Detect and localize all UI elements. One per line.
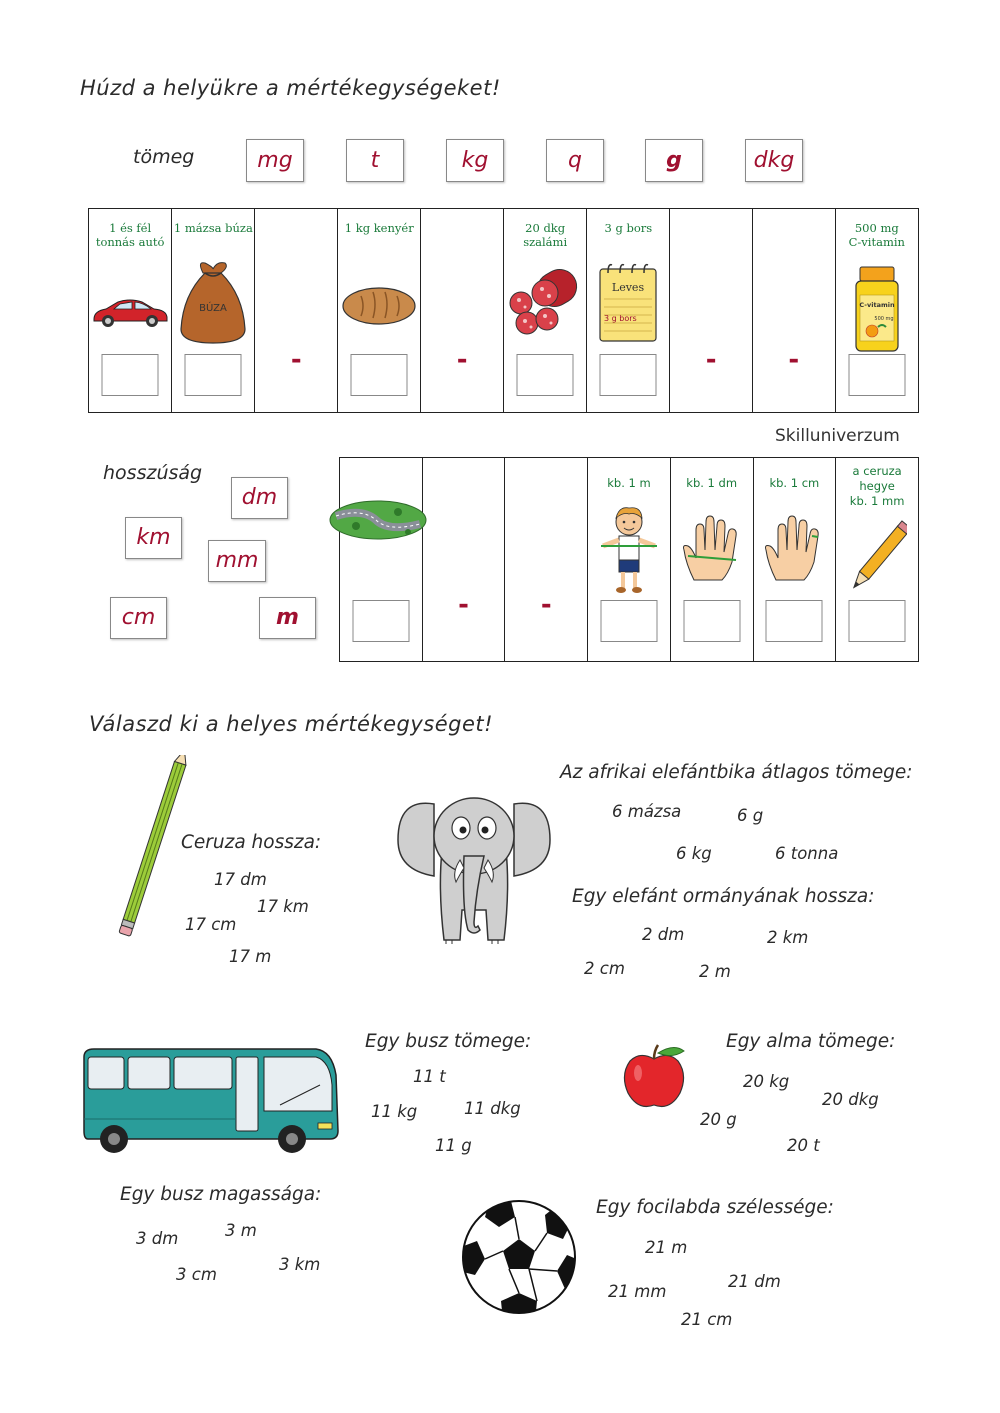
unit-card-mg[interactable]: mg bbox=[246, 139, 304, 182]
option-busheight-3m[interactable]: 3 m bbox=[225, 1221, 257, 1240]
drop-zone-boy[interactable] bbox=[600, 600, 657, 642]
car-icon bbox=[89, 297, 171, 333]
caption-wheat: 1 mázsa búza bbox=[173, 221, 253, 235]
option-ball-21cm[interactable]: 21 cm bbox=[681, 1310, 733, 1329]
note-title: Leves bbox=[612, 281, 645, 294]
option-trunk-2dm[interactable]: 2 dm bbox=[642, 925, 685, 944]
length-cell-pencil-tip bbox=[836, 458, 919, 662]
drop-zone-car[interactable] bbox=[102, 354, 159, 396]
drop-zone-bread[interactable] bbox=[351, 354, 408, 396]
option-trunk-2cm[interactable]: 2 cm bbox=[584, 959, 625, 978]
length-cell-hand-cm bbox=[753, 458, 836, 662]
option-bus-11dkg[interactable]: 11 dkg bbox=[464, 1099, 521, 1118]
football-icon bbox=[459, 1197, 579, 1321]
length-label: hosszúság bbox=[103, 462, 203, 484]
question-elephant-mass: Az afrikai elefántbika átlagos tömege: bbox=[560, 762, 913, 783]
mass-cell-bread bbox=[338, 209, 421, 413]
option-trunk-2m[interactable]: 2 m bbox=[699, 962, 731, 981]
mass-cell-vitamin bbox=[835, 209, 918, 413]
option-pencil-17km[interactable]: 17 km bbox=[257, 897, 309, 916]
dash-marker: - bbox=[788, 345, 800, 375]
option-apple-20g[interactable]: 20 g bbox=[700, 1110, 737, 1129]
hand-cm-icon bbox=[754, 514, 836, 588]
unit-card-km[interactable]: km bbox=[125, 517, 182, 559]
mass-cell-car bbox=[89, 209, 172, 413]
option-ball-21mm[interactable]: 21 mm bbox=[608, 1282, 667, 1301]
unit-card-t[interactable]: t bbox=[346, 139, 404, 182]
option-apple-20kg[interactable]: 20 kg bbox=[743, 1072, 790, 1091]
unit-card-cm[interactable]: cm bbox=[110, 597, 167, 639]
caption-salami: 20 dkg szalámi bbox=[523, 221, 568, 249]
dash-marker: - bbox=[705, 345, 717, 375]
wheat-sack-icon bbox=[172, 259, 254, 349]
question-trunk: Egy elefánt ormányának hossza: bbox=[572, 886, 875, 907]
mass-cell-empty-4 bbox=[752, 209, 835, 413]
bread-icon bbox=[338, 284, 420, 330]
drop-zone-hand-dm[interactable] bbox=[683, 600, 740, 642]
mass-cell-pepper bbox=[587, 209, 670, 413]
caption-pencil-tip: a ceruza hegye kb. 1 mm bbox=[849, 464, 905, 508]
dash-marker: - bbox=[290, 345, 302, 375]
road-icon bbox=[328, 498, 422, 546]
option-apple-20t[interactable]: 20 t bbox=[787, 1136, 820, 1155]
mass-cell-empty-3 bbox=[670, 209, 753, 413]
unit-card-g[interactable]: g bbox=[645, 139, 703, 182]
option-trunk-2km[interactable]: 2 km bbox=[767, 928, 809, 947]
caption-pepper: 3 g bors bbox=[604, 221, 653, 235]
caption-boy: kb. 1 m bbox=[607, 476, 651, 490]
option-pencil-17m[interactable]: 17 m bbox=[229, 947, 272, 966]
question-ball-width: Egy focilabda szélessége: bbox=[596, 1197, 834, 1218]
option-busheight-3cm[interactable]: 3 cm bbox=[176, 1265, 217, 1284]
hand-dm-icon bbox=[671, 514, 753, 588]
unit-card-m[interactable]: m bbox=[259, 597, 316, 639]
drop-zone-vitamin[interactable] bbox=[848, 354, 905, 396]
apple-icon bbox=[620, 1043, 690, 1117]
length-cell-empty-2 bbox=[505, 458, 588, 662]
salami-icon bbox=[504, 267, 586, 341]
mass-cell-empty-2 bbox=[421, 209, 504, 413]
mass-cell-empty-1 bbox=[255, 209, 338, 413]
length-cell-road bbox=[340, 458, 423, 662]
unit-card-kg[interactable]: kg bbox=[446, 139, 504, 182]
drop-zone-road[interactable] bbox=[352, 600, 409, 642]
option-busheight-3dm[interactable]: 3 dm bbox=[136, 1229, 179, 1248]
length-cell-boy bbox=[588, 458, 671, 662]
drop-zone-pepper[interactable] bbox=[600, 354, 657, 396]
length-cell-hand-dm bbox=[670, 458, 753, 662]
unit-card-dkg[interactable]: dkg bbox=[745, 139, 803, 182]
caption-vitamin: 500 mg C-vitamin bbox=[848, 221, 905, 249]
option-elephant-6g[interactable]: 6 g bbox=[737, 806, 764, 825]
caption-car: 1 és fél tonnás autó bbox=[95, 221, 165, 249]
option-busheight-3km[interactable]: 3 km bbox=[279, 1255, 321, 1274]
length-table bbox=[339, 457, 919, 662]
option-pencil-17dm[interactable]: 17 dm bbox=[214, 870, 267, 889]
unit-card-q[interactable]: q bbox=[546, 139, 604, 182]
caption-hand-cm: kb. 1 cm bbox=[769, 476, 820, 490]
option-elephant-6mazsa[interactable]: 6 mázsa bbox=[612, 802, 682, 821]
dash-marker: - bbox=[456, 345, 468, 375]
question-pencil: Ceruza hossza: bbox=[181, 832, 322, 853]
unit-card-mm[interactable]: mm bbox=[208, 540, 266, 582]
mass-table bbox=[88, 208, 919, 413]
option-bus-11g[interactable]: 11 g bbox=[435, 1136, 472, 1155]
pencil-tip-icon bbox=[836, 520, 918, 604]
unit-card-dm[interactable]: dm bbox=[231, 477, 288, 519]
mass-cell-wheat bbox=[172, 209, 255, 413]
option-elephant-6tonna[interactable]: 6 tonna bbox=[775, 844, 839, 863]
length-cell-empty-1 bbox=[422, 458, 505, 662]
bottle-text: C-vitamin bbox=[859, 301, 895, 309]
drop-zone-salami[interactable] bbox=[517, 354, 574, 396]
option-bus-11kg[interactable]: 11 kg bbox=[371, 1102, 418, 1121]
option-pencil-17cm[interactable]: 17 cm bbox=[185, 915, 237, 934]
elephant-icon bbox=[394, 790, 554, 954]
question-apple-mass: Egy alma tömege: bbox=[726, 1031, 896, 1052]
credit-text: Skilluniverzum bbox=[775, 426, 900, 446]
bottle-dose: 500 mg bbox=[874, 316, 894, 322]
caption-bread: 1 kg kenyér bbox=[344, 221, 414, 235]
dash-marker: - bbox=[540, 590, 552, 620]
bus-icon bbox=[80, 1045, 342, 1161]
mass-label: tömeg bbox=[133, 146, 195, 168]
vitamin-bottle-icon bbox=[836, 265, 918, 357]
question-bus-mass: Egy busz tömege: bbox=[365, 1031, 532, 1052]
option-apple-20dkg[interactable]: 20 dkg bbox=[822, 1090, 879, 1109]
option-bus-11t[interactable]: 11 t bbox=[413, 1067, 446, 1086]
option-ball-21dm[interactable]: 21 dm bbox=[728, 1272, 781, 1291]
drop-zone-wheat[interactable] bbox=[185, 354, 242, 396]
sack-text: BÚZA bbox=[199, 303, 228, 314]
option-ball-21m[interactable]: 21 m bbox=[645, 1238, 688, 1257]
drop-zone-hand-cm[interactable] bbox=[766, 600, 823, 642]
caption-hand-dm: kb. 1 dm bbox=[686, 476, 738, 490]
dash-marker: - bbox=[458, 590, 469, 620]
boy-icon bbox=[588, 504, 670, 600]
question-bus-height: Egy busz magassága: bbox=[120, 1184, 322, 1205]
drop-zone-pencil-tip[interactable] bbox=[849, 600, 906, 642]
note-text: 3 g bors bbox=[604, 314, 638, 323]
drag-instruction-title: Húzd a helyükre a mértékegységeket! bbox=[80, 76, 501, 100]
option-elephant-6kg[interactable]: 6 kg bbox=[676, 844, 712, 863]
mass-cell-salami bbox=[503, 209, 586, 413]
recipe-notepad-icon bbox=[587, 259, 669, 347]
choose-instruction-title: Válaszd ki a helyes mértékegységet! bbox=[89, 712, 494, 736]
